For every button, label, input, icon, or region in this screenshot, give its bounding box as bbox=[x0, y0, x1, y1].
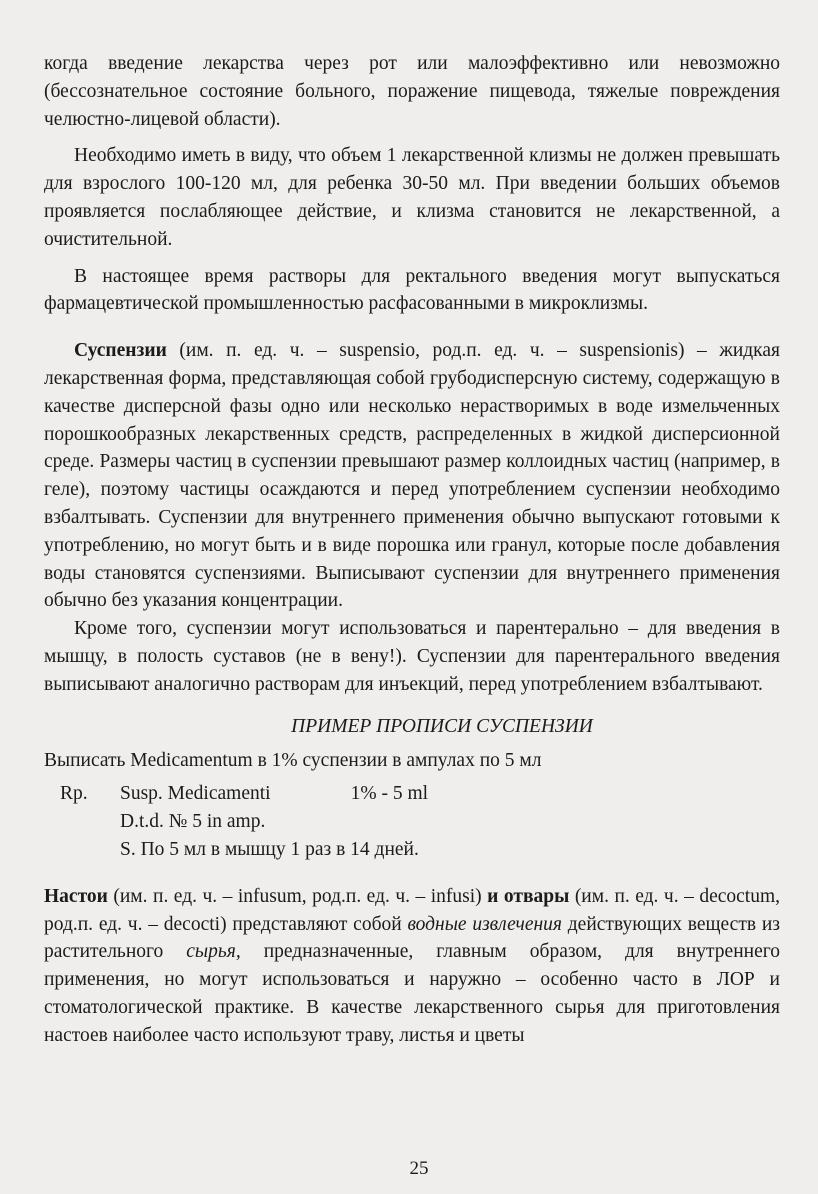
rp-label: Rp. bbox=[60, 783, 88, 805]
paragraph-parenteral-suspensions: Кроме того, суспензии могут использоваться и парентерально – для введения в мышцу, в полость суставов (не в вену!). Суспензии для парентерального введения выписывают аналогично растворам для инъекций, перед употреблением взбалтывают. bbox=[44, 618, 780, 695]
decoctions-latin: (им. п. ед. ч. – decoctum, род.п. ед. ч. – decocti) представляют собой bbox=[44, 885, 780, 935]
rp-dose: 1% - 5 ml bbox=[350, 783, 429, 805]
suspensions-definition: (им. п. ед. ч. – suspensio, род.п. ед. ч. – suspensionis) – жидкая лекарственная форма, представляющая собой грубодисперсную систему, содержащую в качестве дисперсной фазы одно или несколько нерастворимых в воде измельченных порошкообразных лекарственных средств, распределенных в жидкой дисперсионной среде. Размеры частиц в суспензии превышают размер коллоидных частиц (например, в геле), поэтому частицы осаждаются и перед употреблением суспензии необходимо взбалтывать. Суспензии для внутреннего применения обычно выпускают готовыми к употреблению, но могут быть и в виде порошка или гранул, которые после добавления воды становятся суспензиями. Выписывают суспензии для внутреннего применения обычно без указания концентрации. bbox=[44, 340, 780, 612]
paragraph-infusions-decoctions bbox=[44, 883, 780, 1050]
infusions-text-2: предназначенные, главным образом, для внутреннего применения, но могут использоваться и наружно – особенно часто в ЛОР и стоматологической практике. В качестве лекарственного сырья для приготовления настоев наиболее часто используют траву, листья и цветы bbox=[44, 941, 780, 1046]
term-infusions: Настои bbox=[44, 885, 108, 907]
prescription-dtd: D.t.d. № 5 in amp. bbox=[120, 811, 266, 833]
term-suspensions: Суспензии bbox=[74, 340, 167, 362]
paragraph-rectal-solutions: В настоящее время растворы для ректального введения могут выпускаться фармацевтической промышленностью расфасованными в микроклизмы. bbox=[44, 265, 780, 315]
example-heading: ПРИМЕР ПРОПИСИ СУСПЕНЗИИ bbox=[291, 715, 593, 737]
prescription-rp-line bbox=[44, 780, 780, 808]
page-number: 25 bbox=[409, 1158, 429, 1179]
infusions-text-1: действующих веществ из растительного bbox=[44, 913, 780, 963]
prescription-signa: S. По 5 мл в мышцу 1 раз в 14 дней. bbox=[120, 838, 419, 860]
paragraph-suspensions bbox=[44, 337, 780, 615]
term-raw-material: сырья, bbox=[186, 941, 241, 963]
infusions-latin: (им. п. ед. ч. – infusum, род.п. ед. ч. – infusi) bbox=[107, 885, 488, 907]
paragraph-enema-indications: когда введение лекарства через рот или малоэффективно или невозможно (бессознательное состояние больного, поражение пищевода, тяжелые повреждения челюстно-лицевой области). bbox=[44, 53, 780, 130]
term-decoctions: и отвары bbox=[487, 885, 570, 907]
term-water-extracts: водные извлечения bbox=[407, 913, 562, 935]
prescription-task: Выписать Medicamentum в 1% суспензии в ампулах по 5 мл bbox=[44, 749, 542, 771]
prescription-example bbox=[44, 747, 780, 864]
rp-text: Susp. Medicamenti bbox=[120, 783, 271, 805]
paragraph-enema-volume: Необходимо иметь в виду, что объем 1 лекарственной клизмы не должен превышать для взрослого 100-120 мл, для ребенка 30-50 мл. При введении больших объемов проявляется послабляющее действие, и клизма становится не лекарственной, а очистительной. bbox=[44, 145, 780, 250]
